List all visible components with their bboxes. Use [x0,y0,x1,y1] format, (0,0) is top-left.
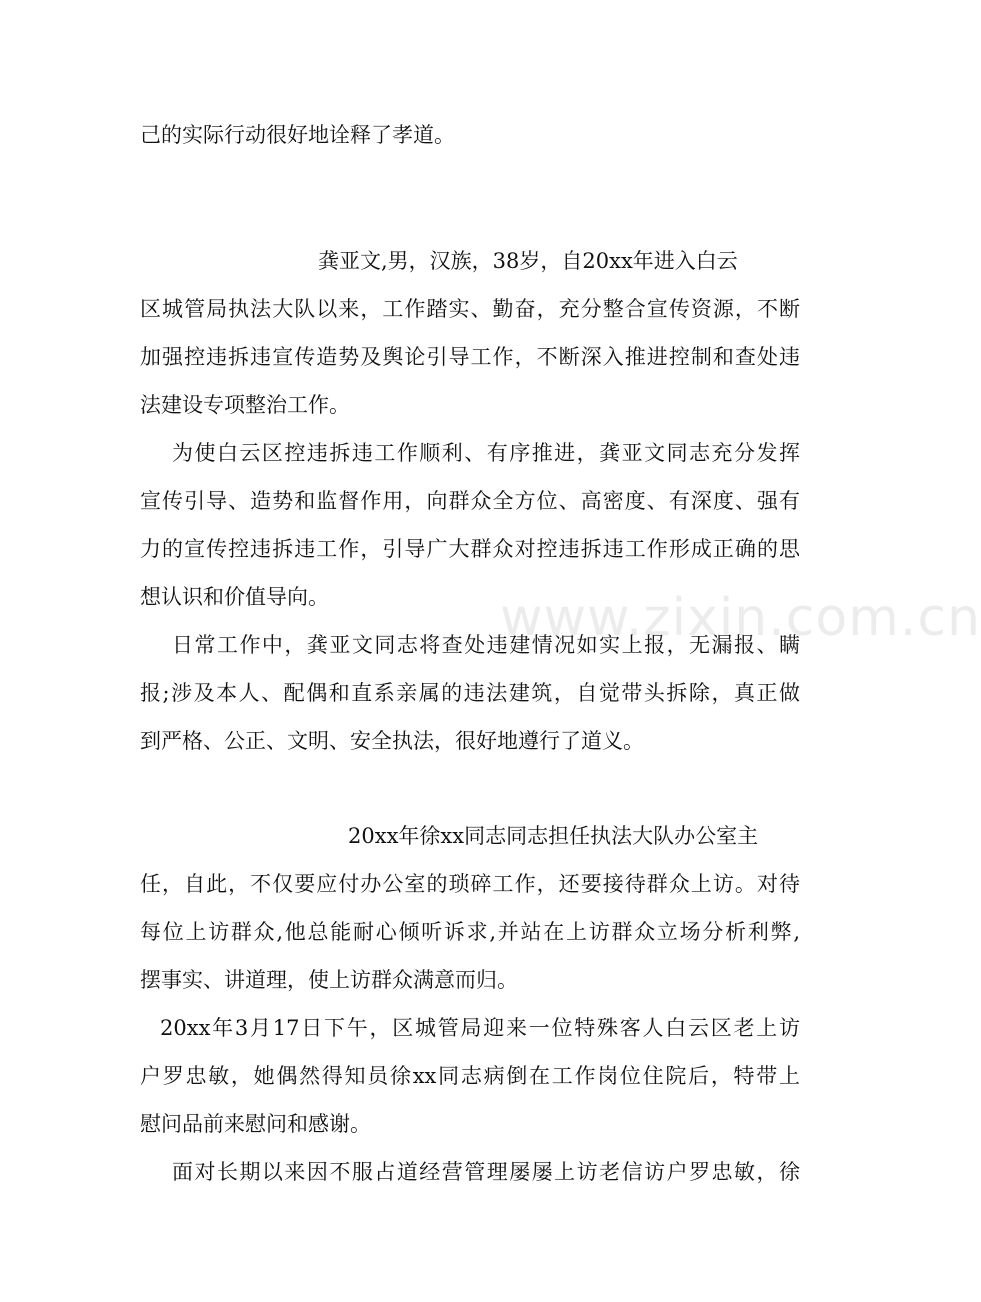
text-line: 20xx年徐xx同志同志担任执法大队办公室主 [348,824,759,848]
text-line: 龚亚文,男，汉族，38岁，自20xx年进入白云 [318,249,738,273]
text-line: 摆事实、讲道理，使上访群众满意而归。 [140,968,518,992]
text-line: 加强控违拆违宣传造势及舆论引导工作，不断深入推进控制和查处违 [140,345,800,369]
text-line: 20xx年3月17日下午，区城管局迎来一位特殊客人白云区老上访 [160,1016,800,1040]
text-line: 宣传引导、造势和监督作用，向群众全方位、高密度、有深度、强有 [140,489,800,513]
text-line: 法建设专项整治工作。 [140,393,350,417]
text-line: 力的宣传控违拆违工作，引导广大群众对控违拆违工作形成正确的思 [140,537,800,561]
text-line: 面对长期以来因不服占道经营管理屡屡上访老信访户罗忠敏，徐 [172,1160,800,1184]
text-line: 任，自此，不仅要应付办公室的琐碎工作，还要接待群众上访。对待 [140,872,800,896]
text-line: 到严格、公正、文明、安全执法，很好地遵行了道义。 [140,729,644,753]
text-line: 户罗忠敏，她偶然得知员徐xx同志病倒在工作岗位住院后，特带上 [140,1064,800,1088]
text-line: 日常工作中，龚亚文同志将查处违建情况如实上报，无漏报、瞒 [172,633,800,657]
text-line: 区城管局执法大队以来，工作踏实、勤奋，充分整合宣传资源，不断 [140,297,800,321]
text-line: 为使白云区控违拆违工作顺利、有序推进，龚亚文同志充分发挥 [172,441,800,465]
watermark: www.zixin.com.cn [500,588,981,648]
text-line: 想认识和价值导向。 [140,585,329,609]
text-line: 己的实际行动很好地诠释了孝道。 [140,123,455,147]
text-line: 报;涉及本人、配偶和直系亲属的违法建筑，自觉带头拆除，真正做 [140,681,800,705]
text-line: 每位上访群众,他总能耐心倾听诉求,并站在上访群众立场分析利弊, [140,920,800,944]
text-line: 慰问品前来慰问和感谢。 [140,1112,371,1136]
